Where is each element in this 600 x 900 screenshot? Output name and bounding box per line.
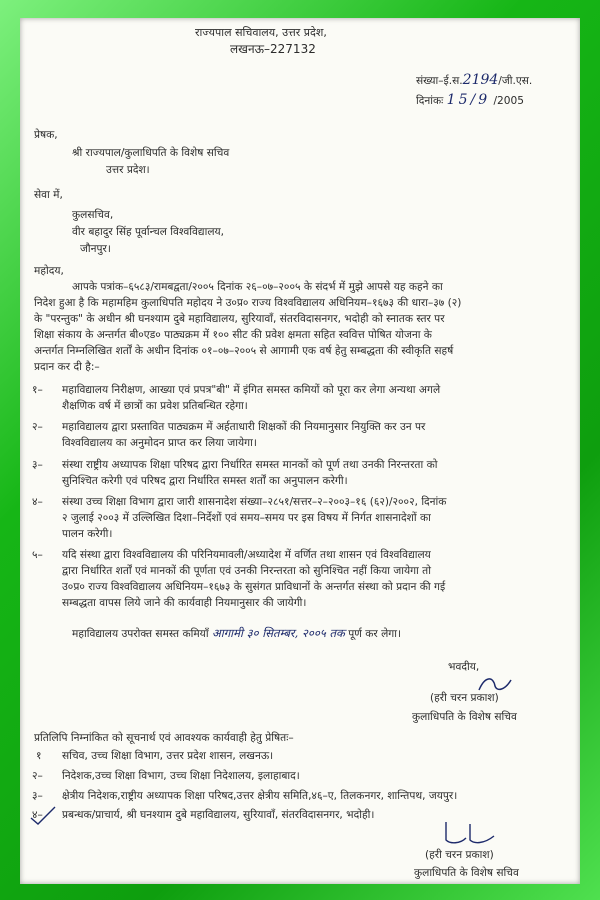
reference-number-prefix: संख्या–ई.स. (416, 75, 463, 87)
condition-line: विश्वविद्यालय का अनुमोदन प्राप्त कर लिया जायेगा। (62, 437, 257, 449)
copy-number: २– (32, 770, 43, 782)
condition-line: सुनिश्चित करेगी एवं परिषद द्वारा निर्धारित समस्त शर्तों का अनुपालन करेगी। (62, 475, 348, 487)
reference-number-suffix: /जी.एस. (498, 75, 533, 87)
condition-number: २– (32, 421, 43, 433)
condition-line: संस्था राष्ट्रीय अध्यापक शिक्षा परिषद द्वारा निर्धारित समस्त मानकों को पूर्ण तथा उनकी निरन्तरता को (62, 459, 438, 471)
closing-line-suffix: पूर्ण कर लेगा। (348, 628, 402, 640)
condition-number: ५– (32, 549, 43, 561)
regards: भवदीय, (448, 661, 480, 673)
sender-line-1: श्री राज्यपाल/कुलाधिपति के विशेष सचिव (72, 147, 230, 159)
recipient-line-1: कुलसचिव, (72, 209, 114, 221)
signatory-name-1: (हरी चरन प्रकाश) (430, 692, 499, 704)
copy-text: सचिव, उच्च शिक्षा विभाग, उत्तर प्रदेश शासन, लखनऊ। (62, 750, 274, 762)
condition-line: पालन करेगी। (62, 528, 113, 540)
office-city: लखनऊ–227132 (230, 42, 316, 56)
condition-line: महाविद्यालय द्वारा प्रस्तावित पाठ्यक्रम में अर्हताधारी शिक्षकों की नियमानुसार नियुक्ति कर उन पर (62, 421, 426, 433)
copy-text: क्षेत्रीय निदेशक,राष्ट्रीय अध्यापक शिक्षा परिषद,उत्तर क्षेत्रीय समिति,४६–ए, तिलकनगर, शान्तिपथ, जयपुर। (62, 790, 458, 802)
condition-line: उ०प्र० राज्य विश्वविद्यालय अधिनियम–१६७३ के सुसंगत प्राविधानों के अन्तर्गत संस्था को प्रदान की गई (62, 581, 446, 593)
closing-line-prefix: महाविद्यालय उपरोक्त समस्त कमियॉं (72, 628, 209, 640)
office-header: राज्यपाल सचिवालय, उत्तर प्रदेश, (195, 26, 327, 39)
copy-number: १ (36, 750, 42, 762)
condition-line: २ जुलाई २००३ में उल्लिखित दिशा–निर्देशों एवं समय–समय पर इस विषय में निर्गत शासनादेशों का (62, 512, 431, 524)
sender-line-2: उत्तर प्रदेश। (106, 164, 150, 176)
condition-line: द्वारा निर्धारित शर्तों एवं मानकों की पूर्णता एवं उनकी निरन्तरता को सुनिश्चित नहीं किया जायेगा तो (62, 565, 431, 577)
condition-number: ४– (32, 496, 43, 508)
intro-line: निदेश हुआ है कि महामहिम कुलाधिपति महोदय ने उ०प्र० राज्य विश्वविद्यालय अधिनियम–१६७३ की धारा–३७ (२) (34, 297, 462, 309)
condition-line: संस्था उच्च शिक्षा विभाग द्वारा जारी शासनादेश संख्या–२८५१/सत्तर–२–२००३–१६ (६२)/२००२, दिनांक (62, 496, 447, 508)
signatory-title-2: कुलाधिपति के विशेष सचिव (414, 867, 519, 879)
reference-date-year: /2005 (493, 95, 525, 107)
closing-line-handwritten: आगामी ३० सितम्बर, २००५ तक (211, 626, 345, 640)
closing-line (72, 626, 401, 642)
letter-page (20, 18, 580, 884)
condition-line: शैक्षणिक वर्ष में छात्रों का प्रवेश प्रतिबन्धित रहेगा। (62, 400, 248, 412)
condition-line: यदि संस्था द्वारा विश्वविद्यालय की परिनियमावली/अध्यादेश में वर्णित तथा शासन एवं विश्वविद्यालय (62, 549, 431, 561)
intro-line: के "परन्तुक" के अधीन श्री घनश्याम दुबे महाविद्यालय, सुरियावॉं, संतरविदासनगर, भदोही को स्नातक स्तर पर (34, 313, 445, 325)
recipient-label: सेवा में, (34, 189, 63, 201)
condition-number: १– (32, 384, 43, 396)
condition-line: महाविद्यालय निरीक्षण, आख्या एवं प्रपत्र"बी" में इंगित समस्त कमियों को पूरा कर लेगा अन्यथा अगले (62, 384, 441, 396)
reference-number (416, 73, 532, 89)
signature-mark-2 (440, 818, 500, 848)
recipient-line-2: वीर बहादुर सिंह पूर्वान्चल विश्वविद्यालय, (72, 226, 225, 238)
intro-line: अन्तर्गत निम्नलिखित शर्तों के अधीन दिनांक ०१–०७–२००५ से आगामी एक वर्ष हेतु सम्बद्धता की स्वीकृति सहर्ष (34, 345, 454, 357)
reference-date-handwritten: 15/9 (446, 92, 491, 108)
copy-text: निदेशक,उच्च शिक्षा विभाग, उच्च शिक्षा निदेशालय, इलाहाबाद। (62, 770, 300, 782)
handwritten-tick-mark (28, 804, 58, 826)
recipient-line-3: जौनपुर। (80, 243, 111, 255)
signatory-title-1: कुलाधिपति के विशेष सचिव (412, 711, 517, 723)
signatory-name-2: (हरी चरन प्रकाश) (425, 849, 494, 861)
salutation: महोदय, (34, 265, 64, 277)
intro-line: प्रदान कर दी है:– (34, 361, 100, 373)
copy-number: ३– (32, 790, 43, 802)
copy-number: ४– (32, 809, 43, 821)
condition-number: ३– (32, 459, 43, 471)
condition-line: सम्बद्धता वापस लिये जाने की कार्यवाही नियमानुसार की जायेगी। (62, 597, 307, 609)
copy-header: प्रतिलिपि निम्नांकित को सूचनार्थ एवं आवश्यक कार्यवाही हेतु प्रेषितः– (34, 732, 294, 744)
reference-date-label: दिनांकः (416, 95, 444, 107)
reference-date (416, 93, 524, 109)
sender-label: प्रेषक, (34, 129, 58, 141)
reference-number-handwritten: 2194 (462, 72, 499, 88)
intro-line: शिक्षा संकाय के अन्तर्गत बी०एड० पाठ्यक्रम में १०० सीट की प्रवेश क्षमता सहित स्ववित्त पोषित योजना के (34, 329, 432, 341)
copy-text: प्रबन्धक/प्राचार्य, श्री घनश्याम दुबे महाविद्यालय, सुरियावॉं, संतरविदासनगर, भदोही। (62, 809, 375, 821)
intro-line: आपके पत्रांक–६५८३/रामबद्वता/२००५ दिनांक २६–०७–२००५ के संदर्भ में मुझे आपसे यह कहने का (72, 281, 443, 293)
